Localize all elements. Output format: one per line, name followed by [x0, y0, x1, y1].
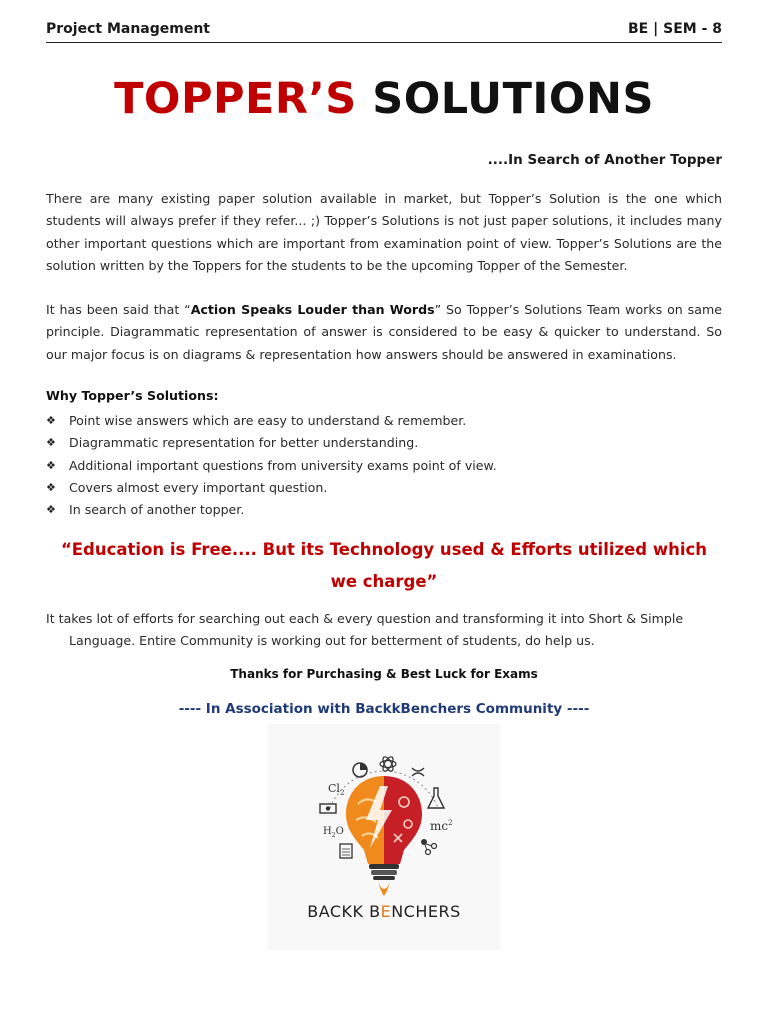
principle-text-before: It has been said that “	[46, 302, 191, 317]
list-item	[46, 432, 497, 454]
wordmark-part-a: BACKK B	[307, 902, 381, 921]
formula-mc2: $mc^2$	[430, 819, 453, 833]
header-subject: Project Management	[46, 21, 210, 37]
diamond-bullet-icon: ❖	[46, 436, 56, 450]
formula-cl: $Cl_2$	[328, 782, 345, 797]
principle-quote-bold: Action Speaks Louder than Words	[190, 302, 435, 317]
list-item-text: Covers almost every important question.	[69, 479, 328, 495]
diamond-bullet-icon: ❖	[46, 414, 56, 427]
list-item	[46, 499, 497, 521]
wordmark-part-c: NCHERS	[391, 902, 461, 921]
principle-paragraph	[46, 299, 722, 366]
efforts-paragraph	[46, 608, 722, 653]
diamond-bullet-icon: ❖	[46, 480, 56, 494]
diamond-bullet-icon: ❖	[46, 503, 56, 517]
association-line: ---- In Association with BackkBenchers Community ----	[178, 701, 590, 717]
title-red: TOPPER’S	[114, 74, 357, 124]
page-header	[46, 16, 722, 43]
list-item	[46, 477, 497, 499]
list-item	[46, 410, 497, 432]
list-item-text: Diagrammatic representation for better understanding.	[69, 435, 419, 451]
efforts-line-2: Language. Entire Community is working out for betterment of students, do help us.	[69, 633, 595, 649]
list-item-text: Additional important questions from university exams point of view.	[69, 457, 497, 473]
list-item-text: Point wise answers which are easy to understand & remember.	[69, 413, 467, 428]
why-heading: Why Topper’s Solutions:	[46, 388, 219, 403]
title-black: SOLUTIONS	[372, 74, 654, 124]
list-item-text: In search of another topper.	[69, 502, 245, 518]
page-title	[0, 74, 768, 124]
benefits-list	[46, 410, 497, 521]
list-item	[46, 455, 497, 477]
formula-h2o: $H_2O$	[323, 826, 344, 839]
wordmark-part-b: E	[380, 902, 392, 921]
efforts-line-1: It takes lot of efforts for searching out each & every question and transforming it into Short & Simple	[46, 611, 684, 626]
principle-text-after: ” So Topper’s Solutions Team works on same principle. Diagrammatic representation of answer is considered to be easy & quicker to understand. So our major focus is on diagrams & representation how answers should be answered in examinations.	[46, 302, 722, 362]
education-quote: “Education is Free.... But its Technology used & Efforts utilized which we charge”	[60, 540, 708, 591]
intro-paragraph: There are many existing paper solution available in market, but Topper’s Solution is the one which students will always prefer if they refer... ;) Topper’s Solutions is not just paper solutions, it includes many other important questions which are important from examination point of view. Topper’s Solutions are the solution written by the Toppers for the students to be the upcoming Topper of the Semester.	[46, 191, 722, 273]
logo-wordmark	[268, 902, 500, 921]
tagline: ....In Search of Another Topper	[487, 152, 722, 168]
thanks-line: Thanks for Purchasing & Best Luck for Exams	[230, 667, 538, 681]
backkbenchers-logo	[268, 724, 500, 950]
diamond-bullet-icon: ❖	[46, 458, 56, 472]
header-course: BE | SEM - 8	[628, 21, 722, 37]
